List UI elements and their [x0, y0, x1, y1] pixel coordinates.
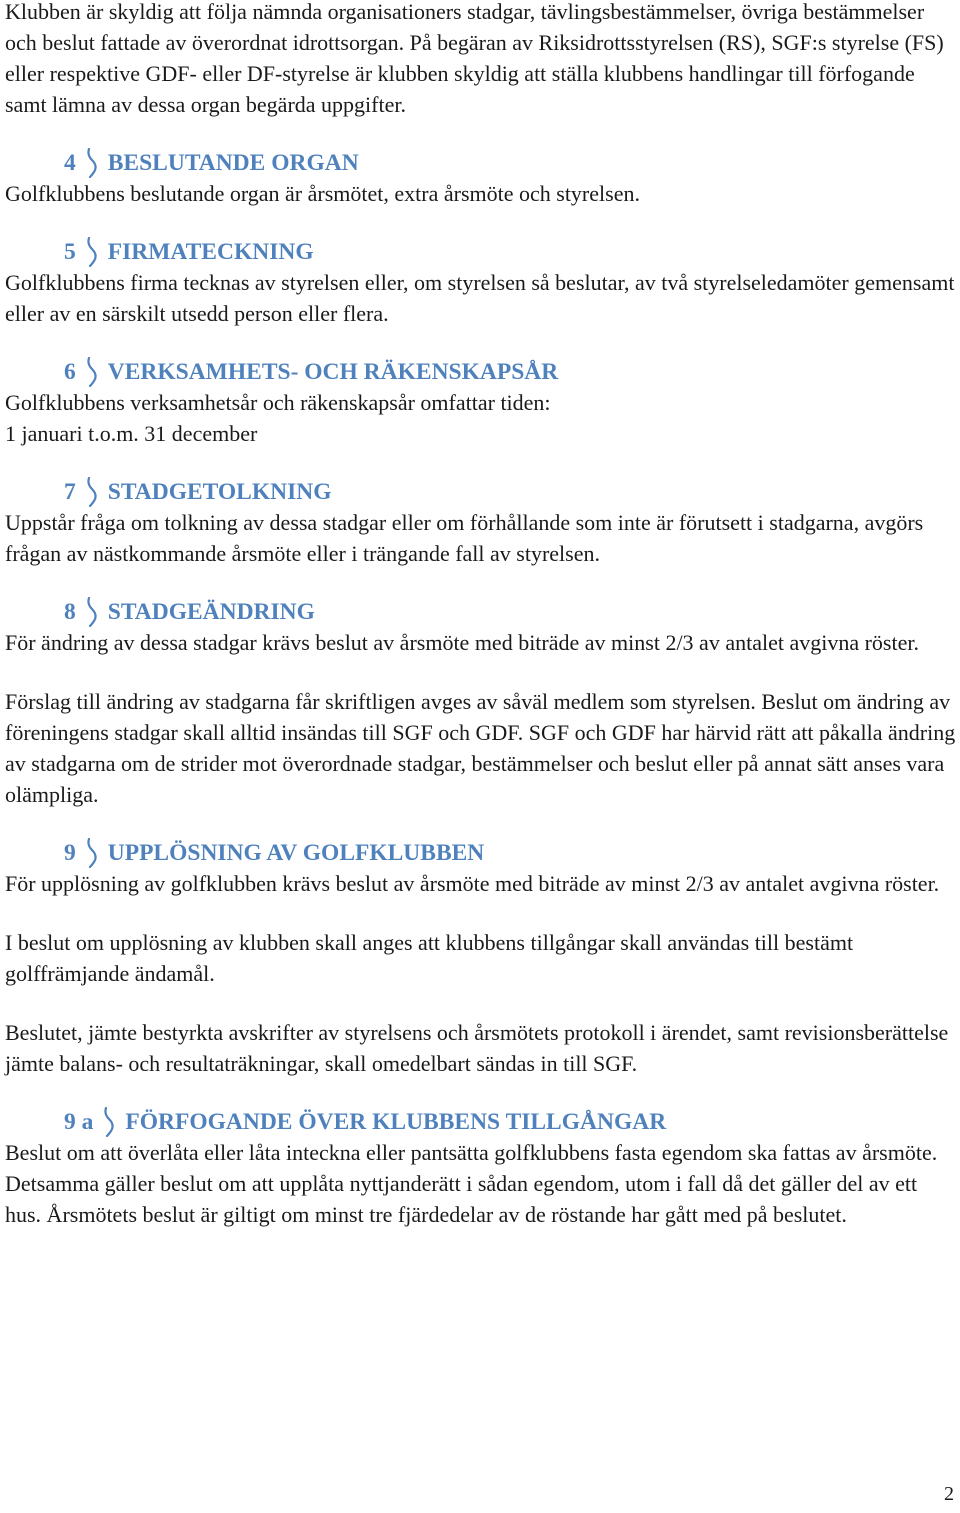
section-4-paragraph-1: Golfklubbens beslutande organ är årsmötet, extra årsmöte och styrelsen. — [5, 181, 640, 206]
section-number: 4 — [64, 150, 76, 176]
section-6-paragraph-1: Golfklubbens verksamhetsår och räkenskapsår omfattar tiden: — [5, 390, 551, 415]
section-9-heading — [5, 838, 957, 868]
section-9-paragraph-1: För upplösning av golfklubben krävs beslut av årsmöte med biträde av minst 2/3 av antalet avgivna röster. — [5, 871, 940, 896]
section-title: VERKSAMHETS- OCH RÄKENSKAPSÅR — [107, 359, 559, 385]
section-9-paragraph-3: Beslutet, jämte bestyrkta avskrifter av styrelsens och årsmötets protokoll i ärendet, samt revisionsberättelse jämte balans- och resultaträkningar, skall omedelbart sändas in till SGF. — [5, 1020, 949, 1076]
section-title: STADGEÄNDRING — [107, 599, 315, 625]
section-4-heading — [5, 148, 957, 178]
section-title: BESLUTANDE ORGAN — [107, 150, 359, 176]
section-5-paragraph-1: Golfklubbens firma tecknas av styrelsen eller, om styrelsen så beslutar, av två styrelseledamöter gemensamt eller av en särskilt utsedd person eller flera. — [5, 270, 955, 326]
section-8-heading — [5, 597, 957, 627]
section-8-paragraph-1: För ändring av dessa stadgar krävs beslut av årsmöte med biträde av minst 2/3 av antalet avgivna röster. — [5, 630, 919, 655]
section-sign-icon — [84, 597, 102, 627]
section-6-heading — [5, 357, 957, 387]
section-sign-icon — [84, 237, 102, 267]
section-sign-icon — [84, 477, 102, 507]
section-7-heading — [5, 477, 957, 507]
section-sign-icon — [84, 838, 102, 868]
section-title: FIRMATECKNING — [107, 239, 314, 265]
page-number: 2 — [944, 1483, 954, 1505]
section-sign-icon — [84, 357, 102, 387]
section-7-paragraph-1: Uppstår fråga om tolkning av dessa stadgar eller om förhållande som inte är förutsett i stadgarna, avgörs frågan av nästkommande årsmöte eller i trängande fall av styrelsen. — [5, 510, 924, 566]
section-number: 9 a — [64, 1109, 94, 1135]
section-sign-icon — [101, 1107, 119, 1137]
section-title: STADGETOLKNING — [107, 479, 332, 505]
section-9a-heading — [5, 1107, 957, 1137]
section-number: 9 — [64, 840, 76, 866]
section-title: FÖRFOGANDE ÖVER KLUBBENS TILLGÅNGAR — [125, 1109, 667, 1135]
intro-paragraph: Klubben är skyldig att följa nämnda organisationers stadgar, tävlingsbestämmelser, övriga bestämmelser och beslut fattade av överordnat idrottsorgan. På begäran av Riksidrottsstyrelsen (RS), SGF:s styrelse (FS) eller respektive GDF- eller DF-styrelse är klubben skyldig att ställa klubbens handlingar till förfogande samt lämna av dessa organ begärda uppgifter. — [5, 0, 944, 117]
section-8-paragraph-2: Förslag till ändring av stadgarna får skriftligen avges av såväl medlem som styrelsen. Beslut om ändring av föreningens stadgar skall alltid insändas till SGF och GDF. SGF och GDF har härvid rätt att påkalla ändring av stadgarna om de strider mot överordnade stadgar, bestämmelser och beslut eller på annat sätt anses vara olämpliga. — [5, 689, 956, 807]
section-9-paragraph-2: I beslut om upplösning av klubben skall anges att klubbens tillgångar skall användas till bestämt golffrämjande ändamål. — [5, 930, 854, 986]
section-number: 6 — [64, 359, 76, 385]
section-title: UPPLÖSNING AV GOLFKLUBBEN — [107, 840, 485, 866]
section-9a-paragraph-1: Beslut om att överlåta eller låta inteckna eller pantsätta golfklubbens fasta egendom ska fattas av årsmöte. Detsamma gäller beslut om att upplåta nyttjanderätt i sådan egendom, utom i fall då det gäller del av ett hus. Årsmötets beslut är giltigt om minst tre fjärdedelar av de röstande har gått med på beslutet. — [5, 1140, 938, 1227]
section-sign-icon — [84, 148, 102, 178]
section-number: 8 — [64, 599, 76, 625]
document-page — [5, 0, 957, 1230]
section-number: 7 — [64, 479, 76, 505]
section-6-paragraph-2: 1 januari t.o.m. 31 december — [5, 421, 258, 446]
section-number: 5 — [64, 239, 76, 265]
section-5-heading — [5, 237, 957, 267]
